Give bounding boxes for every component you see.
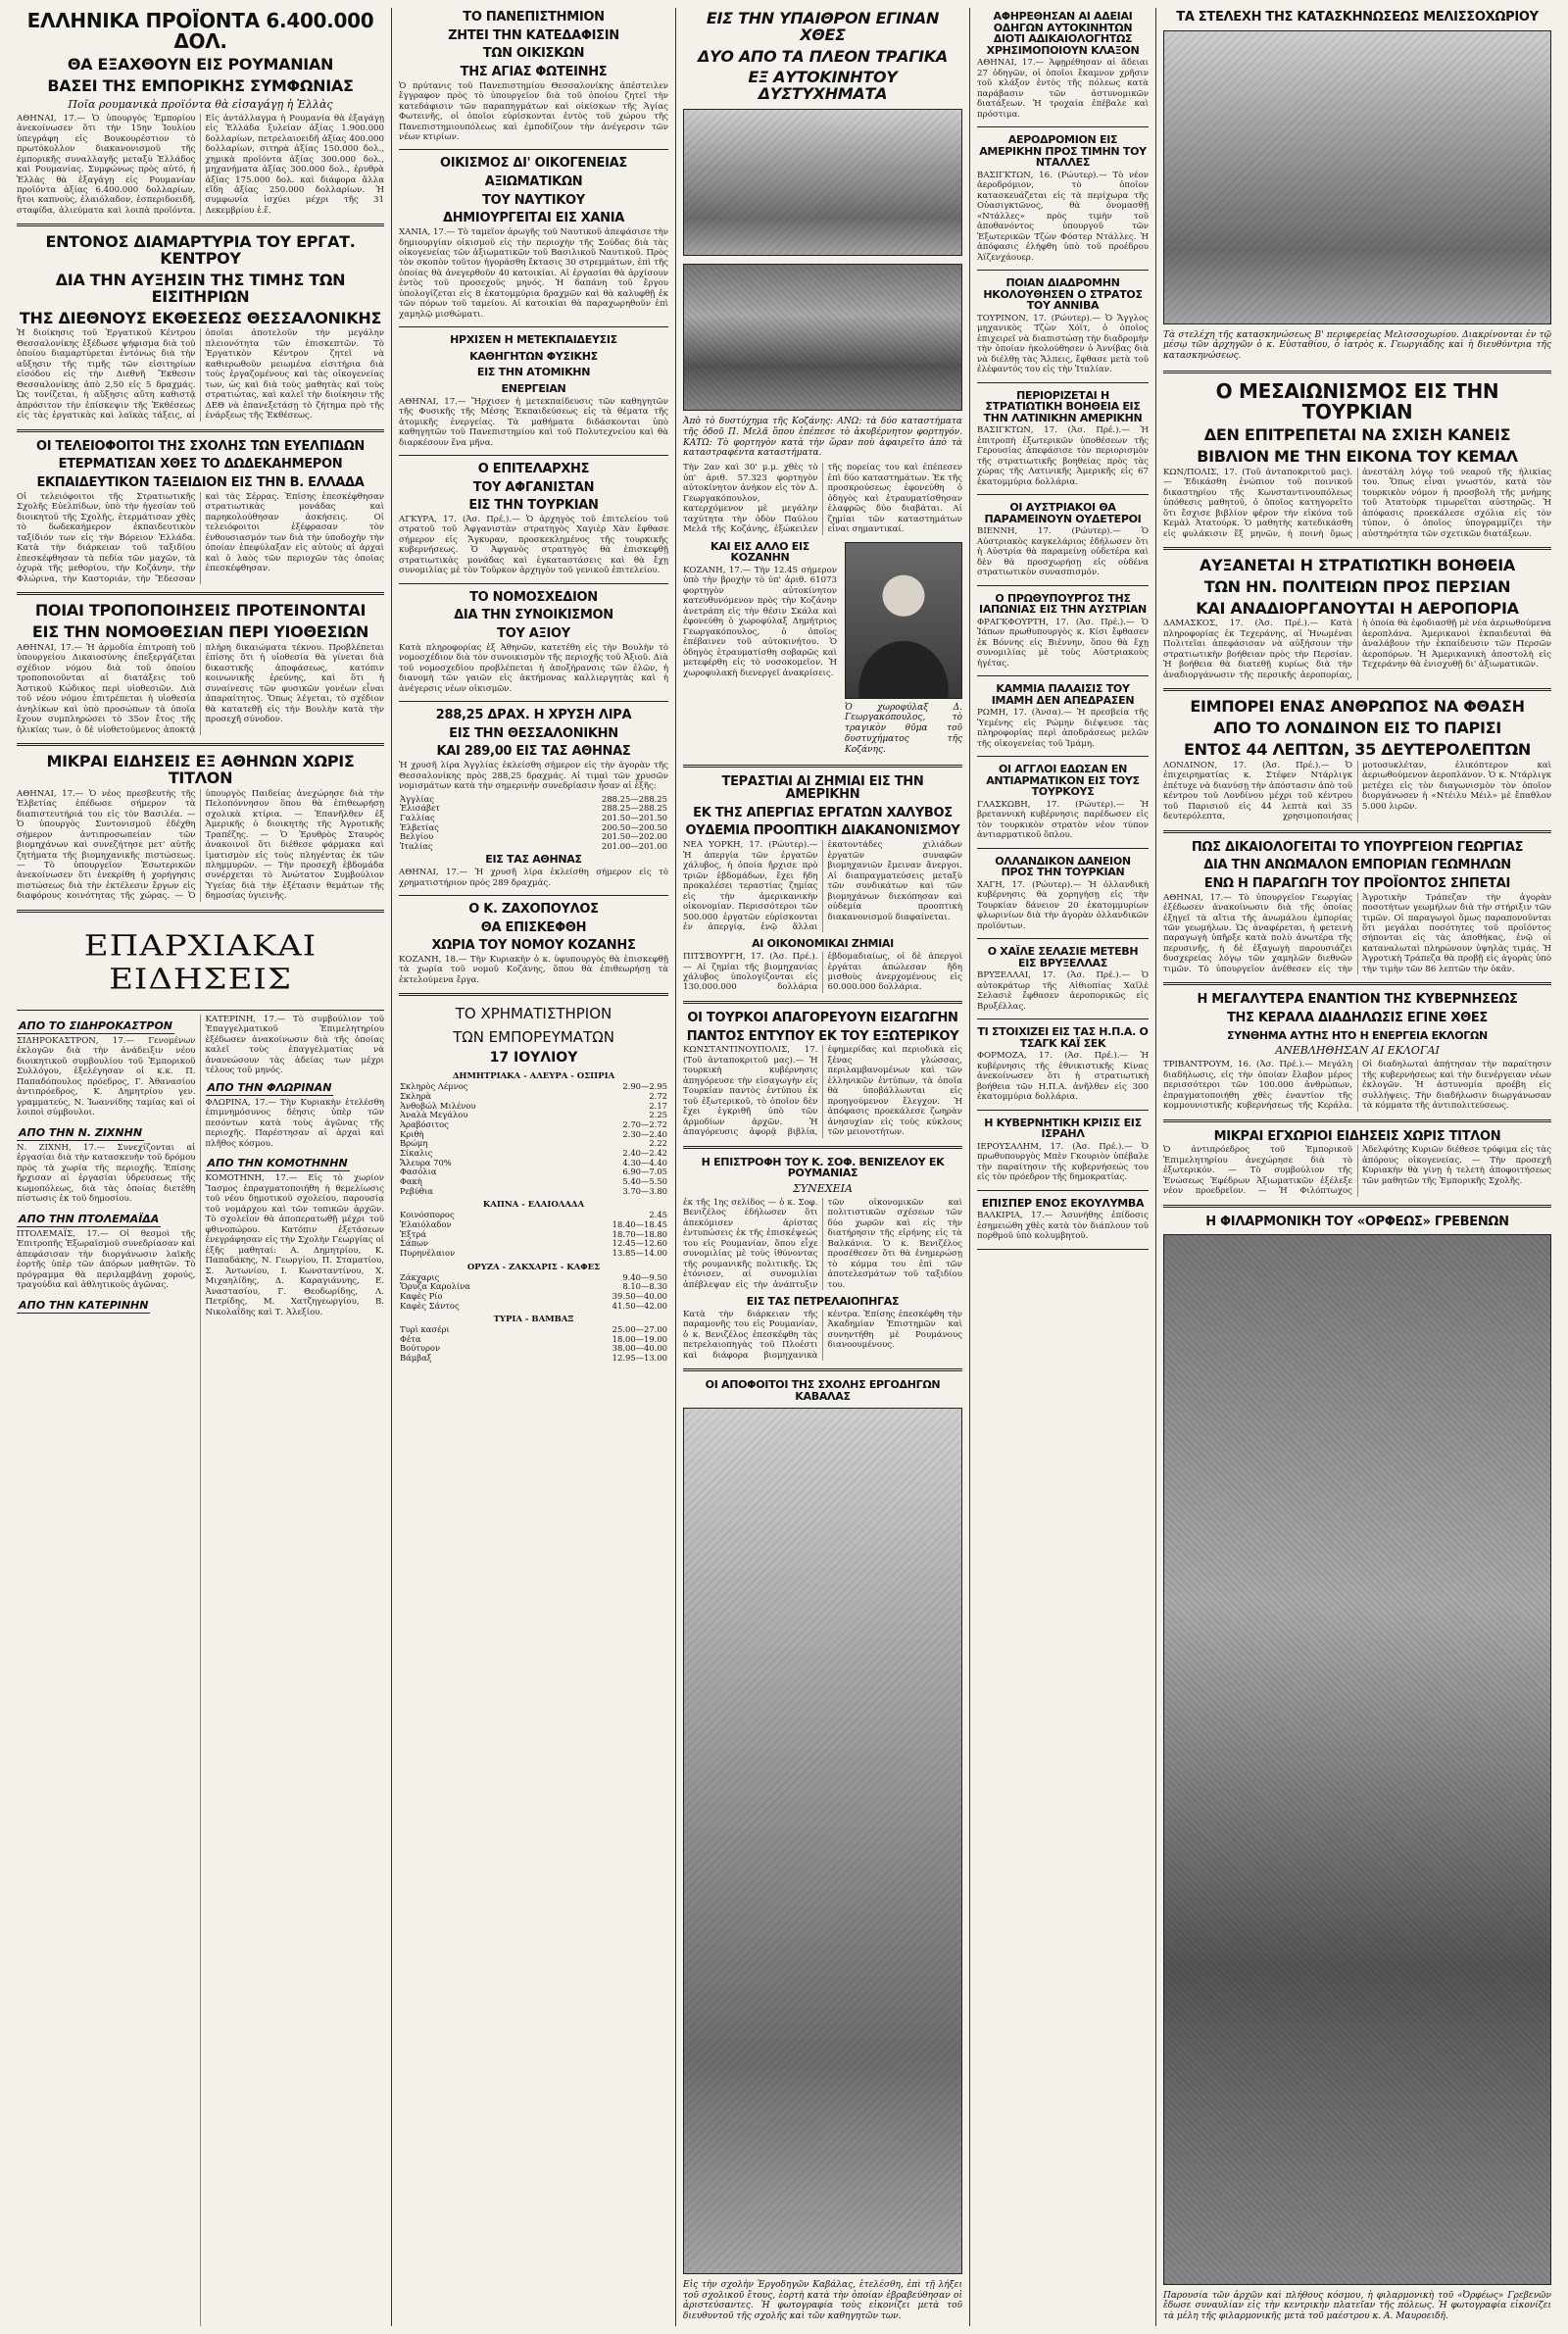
- column-1: [10, 8, 392, 2326]
- divider: [977, 382, 1149, 383]
- commodity-name: Ἄλευρα 70%: [400, 1157, 452, 1167]
- headline-potatoes-3: ΕΝΩ Η ΠΑΡΑΓΩΓΗ ΤΟΥ ΠΡΟΪΟΝΤΟΣ ΣΗΠΕΤΑΙ: [1203, 875, 1511, 891]
- commodity-table: [399, 1211, 668, 1258]
- commodity-price: 6.90—7.05: [622, 1167, 667, 1177]
- provincial-dateline: ΑΠΟ ΤΗΝ Ν. ΖΙΧΝΗΝ: [19, 1125, 143, 1139]
- commodity-name: Σκληρὰ: [400, 1091, 432, 1102]
- headline-protest-1: ΕΝΤΟΝΟΣ ΔΙΑΜΑΡΤΥΡΙΑ ΤΟΥ ΕΡΓΑΤ. ΚΕΝΤΡΟΥ: [45, 232, 356, 269]
- provincial-body: ΚΑΤΕΡΙΝΗ, 17.— Τὸ συμβούλιον τοῦ Ἐπαγγελματικοῦ Ἐπιμελητηρίου ἐξέδωσεν ἀνακοίνωσιν διὰ τῆς ὁποίας καλεῖ τοὺς ἐπαγγελματίας νὰ ἀνανεώσουν τὰς ἀδείας των μέχρι τέλους τοῦ μηνός.: [205, 1014, 384, 1076]
- commodity-price: 2.90—2.95: [622, 1081, 667, 1092]
- commodity-name: Βούτυρον: [400, 1343, 441, 1354]
- coin-name: Ἑλβετίας: [400, 821, 439, 832]
- article-kozani: ΚΟΖΑΝΗ, 17.— Τὴν 12.45 σήμερον ὑπὸ τὴν βροχὴν τὸ ὑπ' ἀριθ. 61073 φορτηγὸν αὐτοκίνητον κατευθυνόμενον πρὸς τὴν Κοζάνην ἀνετράπη εἰς τὴν θέσιν Σκάλα καὶ ἐφονεύθη ὁ χωροφύλαξ Δημήτριος Γεωργακόπουλος, ὁ ὁποῖος ἐπέβαινεν τοῦ αὐτοκινήτου. Ὁ ὁδηγὸς ἐτραυματίσθη σοβαρῶς καὶ μετεφέρθη εἰς τὸ νοσοκομεῖον. Ἡ χωροφυλακὴ διενεργεῖ ἀνακρίσεις.: [683, 565, 837, 678]
- commodity-name: Ἀνθοβώλ Μιλένου: [400, 1100, 476, 1111]
- photo-accident-truck: [683, 264, 962, 411]
- column-4: [970, 8, 1156, 2326]
- divider: [683, 1001, 962, 1004]
- commodity-name: Σκληρὸς Λέμνος: [400, 1081, 468, 1092]
- commodity-name: Ἐξτρά: [400, 1228, 426, 1239]
- commodity-price: 12.95—13.00: [612, 1353, 667, 1364]
- divider: [1163, 1205, 1551, 1208]
- headline-protest-3: ΤΗΣ ΔΙΕΘΝΟΥΣ ΕΚΘΕΣΕΩΣ ΘΕΣΣΑΛΟΝΙΚΗΣ: [19, 308, 382, 327]
- article-venizelos: ἐκ τῆς 1ης σελίδος — ὁ κ. Σοφ. Βενιζέλος ἐδήλωσεν ὅτι ἀπεκόμισεν ἀρίστας ἐντυπώσεις ἐκ τῆς ἐπισκέψεώς του εἰς Ρουμανίαν, ὅπου εἶχε συνομιλίας μὲ τοὺς ἰθύνοντας τῆς ρουμανικῆς πολιτικῆς. Ὡς ἐτόνισεν, αἱ συνομιλίαι ἀπέβλεψαν εἰς τὴν ἀνάπτυξιν τῶν οἰκονομικῶν καὶ πολιτιστικῶν σχέσεων τῶν δύο χωρῶν καὶ εἰς τὴν διατήρησιν τῆς εἰρήνης εἰς τὰ Βαλκάνια. Ὁ κ. Βενιζέλος προσέθεσεν ὅτι θὰ ἐνημερώσῃ τὸ κόμμα του ἐπὶ τῶν ἀποτελεσμάτων τοῦ ταξιδίου του.: [683, 1197, 962, 1290]
- headline-physics-3: ΕΙΣ ΤΗΝ ΑΤΟΜΙΚΗΝ: [476, 366, 591, 379]
- brief-headline: Ο ΠΡΩΘΥΠΟΥΡΓΟΣ ΤΗΣ ΙΑΠΩΝΙΑΣ ΕΙΣ ΤΗΝ ΑΥΣΤΡΙΑΝ: [979, 591, 1147, 617]
- headline-athens-briefs: ΜΙΚΡΑΙ ΕΙΔΗΣΕΙΣ ΕΞ ΑΘΗΝΩΝ ΧΩΡΙΣ ΤΙΤΛΟΝ: [46, 752, 355, 787]
- brief-body: ΡΩΜΗ, 17. (Ἀνσα).— Ἡ πρεσβεία τῆς Ὑεμένης εἰς Ρώμην διέψευσε τὰς πληροφορίας περὶ ἀποδράσεως μελῶν τῆς οἰκογενείας τοῦ Ἰμάμη.: [977, 708, 1149, 749]
- headline-persia-3: ΚΑΙ ΑΝΑΔΙΟΡΓΑΝΟΥΤΑΙ Η ΑΕΡΟΠΟΡΙΑ: [1196, 598, 1519, 618]
- market-title-1: ΤΟ ΧΡΗΜΑΤΙΣΤΗΡΙΟΝ: [455, 1005, 612, 1023]
- table-row: [399, 1249, 668, 1259]
- commodity-table: [399, 1273, 668, 1312]
- commodity-price: 25.00—27.00: [612, 1324, 667, 1335]
- divider: [399, 326, 668, 327]
- column-5: [1156, 8, 1558, 2326]
- headline-accidents-3: ΕΞ ΑΥΤΟΚΙΝΗΤΟΥ ΔΥΣΤΥΧΗΜΑΤΑ: [748, 68, 898, 104]
- commodity-name: Σάπων: [400, 1238, 429, 1249]
- divider: [1163, 547, 1551, 550]
- divider: [399, 701, 668, 702]
- coin-price: 201.50—202.00: [602, 831, 667, 842]
- headline-university-1: ΤΟ ΠΑΝΕΠΙΣΤΗΜΙΟΝ: [463, 10, 605, 25]
- article-athens-briefs: ΑΘΗΝΑΙ, 17.— Ὁ νέος πρεσβευτὴς τῆς Ἑλβετίας ἐπέδωσε σήμερον τὰ διαπιστευτήριά του εἰς τὸν Βασιλέα. — Ὁ ὑπουργὸς Συντονισμοῦ ἐδέχθη σήμερον ἀντιπροσωπείαν τῶν βιομηχάνων καὶ συνεζήτησε μετ' αὐτῆς ζητήματα τῆς βιομηχανικῆς πιστώσεως. — Τὸ ὑπουργεῖον Ἐσωτερικῶν ἀνεκοίνωσεν ὅτι ἐνεκρίθη ἡ χορήγησις πιστώσεως διὰ τὴν ἐκτέλεσιν ἔργων εἰς διαφόρους κοινότητας τῆς χώρας. — Ὁ ὑπουργὸς Παιδείας ἀνεχώρησε διὰ τὴν Πελοπόννησον ὅπου θὰ ἐπιθεωρήσῃ σχολικὰ κτίρια. — Ἐπανῆλθεν ἐξ Ἀμερικῆς ὁ διοικητὴς τῆς Ἀγροτικῆς Τραπέζης. — Ὁ Ἐρυθρὸς Σταυρὸς ἀνακοινοῖ ὅτι διέθεσε φάρμακα καὶ ἰματισμὸν εἰς τοὺς πληγέντας ἐκ τῶν πλημμυρῶν. — Τὴν προσεχῆ ἑβδομάδα συνέρχεται τὸ Ἀνώτατον Συμβούλιον Ὑγείας διὰ τὴν ἐξέτασιν θεμάτων τῆς δημοσίας ὑγιεινῆς.: [17, 788, 384, 902]
- divider: [977, 1190, 1149, 1191]
- headline-kemal-1: Ο ΜΕΣΑΙΩΝΙΣΜΟΣ ΕΙΣ ΤΗΝ ΤΟΥΡΚΙΑΝ: [1215, 379, 1499, 424]
- brief-headline: ΕΠΙΣΠΕΡ ΕΝΟΣ ΕΚΟΥΛΥΜΒΑ: [981, 1196, 1145, 1210]
- divider: [683, 765, 962, 768]
- brief-headline: ΑΕΡΟΔΡΟΜΙΟΝ ΕΙΣ ΑΜΕΡΙΚΗΝ ΠΡΟΣ ΤΙΜΗΝ ΤΟΥ ΝΤΑΛΛΕΣ: [979, 133, 1147, 170]
- divider: [977, 494, 1149, 495]
- headline-navy-4: ΔΗΜΙΟΥΡΓΕΙΤΑΙ ΕΙΣ ΧΑΝΙΑ: [442, 211, 625, 226]
- article-zachopoulos: ΚΟΖΑΝΗ, 18.— Τὴν Κυριακὴν ὁ κ. ὑφυπουργὸς θὰ ἐπισκεφθῇ τὰ χωρία τοῦ νομοῦ Κοζάνης, ὅπου θὰ ἐπιθεωρήσῃ τὰ ἐκτελούμενα ἔργα.: [399, 954, 668, 985]
- brief-body: ΙΕΡΟΥΣΑΛΗΜ, 17. (Ἀσ. Πρέ.).— Ὁ πρωθυπουργὸς Μπὲν Γκουριὸν ὑπέβαλε τὴν παραίτησιν τῆς κυβερνήσεώς του εἰς τὸν πρόεδρον τῆς δημοκρατίας.: [977, 1141, 1149, 1183]
- commodity-price: 2.70—2.72: [622, 1119, 667, 1129]
- headline-navy-3: ΤΟΥ ΝΑΥΤΙΚΟΥ: [482, 192, 585, 208]
- headline-physics-2: ΚΑΘΗΓΗΤΩΝ ΦΥΣΙΚΗΣ: [469, 349, 598, 363]
- accident-portrait-block: [683, 538, 962, 760]
- article-adoption: ΑΘΗΝΑΙ, 17.— Ἡ ἁρμοδία ἐπιτροπὴ τοῦ ὑπουργείου Δικαιοσύνης ἐπεξεργάζεται σχέδιον νόμου διὰ τοῦ ὁποίου τροποποιοῦνται αἱ διατάξεις τοῦ Ἀστικοῦ Κώδικος περὶ υἱοθεσιῶν. Διὰ τοῦ νέου νόμου ἐπιτρέπεται ἡ υἱοθεσία ἀνηλίκων καὶ ὑπὸ προσώπων τὰ ὁποῖα ἔχουν συμπληρώσει τὸ 35ον ἔτος τῆς ἡλικίας των, ὁ δὲ υἱοθετούμενος ἀποκτᾷ πλήρη δικαιώματα τέκνου. Προβλέπεται ἐπίσης ὅτι ἡ υἱοθεσία θὰ γίνεται διὰ δικαστικῆς ἀποφάσεως, κατόπιν κοινωνικῆς ἐρεύνης, καὶ ὅτι ἡ συναίνεσις τῶν φυσικῶν γονέων εἶναι ἀπαραίτητος. Ὅπως λέγεται, τὸ σχέδιον θὰ κατατεθῇ εἰς τὴν Βουλὴν κατὰ τὴν προσεχῆ σύνοδον.: [17, 642, 384, 735]
- headline-adoption-1: ΠΟΙΑΙ ΤΡΟΠΟΠΟΙΗΣΕΙΣ ΠΡΟΤΕΙΝΟΝΤΑΙ: [34, 601, 367, 621]
- headline-afghan-1: Ο ΕΠΙΤΕΛΑΡΧΗΣ: [477, 462, 590, 476]
- headline-university-4: ΤΗΣ ΑΓΙΑΣ ΦΩΤΕΙΝΗΣ: [460, 64, 608, 79]
- divider: [17, 592, 384, 595]
- commodity-name: Ἀναλὰ Μεγάλου: [400, 1110, 468, 1120]
- divider: [399, 149, 668, 150]
- article-kerala: ΤΡΙΒΑΝΤΡΟΥΜ, 16. (Ἀσ. Πρέ.).— Μεγάλη διαδήλωσις, εἰς τὴν ὁποίαν ἔλαβον μέρος περισσότεροι τῶν 100.000 ἀνθρώπων, ἐπραγματοποιήθη χθὲς ἐναντίον τῆς κομμουνιστικῆς κυβερνήσεως τῆς Κεράλα. Οἱ διαδηλωταὶ ἀπῄτησαν τὴν παραίτησιν τῆς κυβερνήσεως καὶ τὴν διενέργειαν νέων ἐκλογῶν. Ἡ ἀστυνομία προέβη εἰς συλλήψεις. Τὴν διαδήλωσιν διωργάνωσαν τὰ κόμματα τῆς ἀντιπολιτεύσεως.: [1163, 1060, 1551, 1112]
- table-row: [399, 1302, 668, 1312]
- coin-price: 288.25—288.25: [602, 803, 667, 814]
- headline-potatoes-2: ΔΙΑ ΤΗΝ ΑΝΩΜΑΛΟΝ ΕΜΠΟΡΙΑΝ ΓΕΩΜΗΛΩΝ: [1203, 858, 1511, 873]
- photo-orfeus-band: [1163, 1234, 1551, 2284]
- provincial-dateline: ΑΠΟ ΤΗΝ ΦΛΩΡΙΝΑΝ: [207, 1080, 332, 1094]
- divider: [977, 675, 1149, 676]
- commodity-table: [399, 1325, 668, 1364]
- photo-accident-shops: [683, 109, 962, 256]
- divider: [399, 455, 668, 456]
- article-axios: Κατὰ πληροφορίας ἐξ Ἀθηνῶν, κατετέθη εἰς τὴν Βουλὴν τὸ νομοσχέδιον διὰ τὸν συνοικισμὸν τῆς περιοχῆς τοῦ Ἀξιοῦ. Διὰ τοῦ νομοσχεδίου προβλέπεται ἡ ἀποξήρανσις τῶν ἑλῶν, ἡ διανομὴ τῶν γαιῶν εἰς ἀκτήμονας καλλιεργητὰς καὶ ἡ ἀνέγερσις νέων οἰκισμῶν.: [399, 642, 668, 694]
- commodity-name: Ὄρυζα Καρολίνα: [400, 1281, 470, 1292]
- divider: [1163, 1119, 1551, 1122]
- provincial-body: ΚΟΜΟΤΗΝΗ, 17.— Εἰς τὸ χωρίον Ἴασμος ἐπραγματοποιήθη ἡ θεμελίωσις τοῦ νέου δημοτικοῦ σχολείου, παρουσίᾳ τοῦ νομάρχου καὶ τῶν τοπικῶν ἀρχῶν. Τὸ σχολεῖον θὰ ἀποπερατωθῇ μέχρι τοῦ φθινοπώρου. Κατόπιν ἐξετάσεων ἐνεγράφησαν εἰς τὴν Σχολὴν Γεωργίας οἱ ἑξῆς μαθηταί: Α. Δημητρίου, Κ. Παπαδάκης, Ν. Γεωργίου, Π. Σταματίου, Σ. Ἀντωνίου, Ι. Κωνσταντίνου, Χ. Μιχαηλίδης, Δ. Καραγιάννης, Ε. Ἀναστασίου, Γ. Θεοδωρίδης, Λ. Πετρίδης, Μ. Χατζηγεωργίου, Β. Νικολαΐδης καὶ Τ. Ἀλεξίου.: [205, 1173, 384, 1317]
- headline-romania-2: ΘΑ ΕΞΑΧΘΟΥΝ ΕΙΣ ΡΟΥΜΑΝΙΑΝ: [67, 55, 334, 74]
- table-row: [399, 1130, 668, 1140]
- provincial-item: [17, 1121, 196, 1205]
- headline-navy-1: ΟΙΚΙΣΜΟΣ ΔΙ' ΟΙΚΟΓΕΝΕΙΑΣ: [440, 156, 627, 172]
- article-potatoes: ΑΘΗΝΑΙ, 17.— Τὸ ὑπουργεῖον Γεωργίας ἐξέδωσεν ἀνακοίνωσιν διὰ τῆς ὁποίας ἐξηγεῖ τὰ αἴτια τῆς ἀνωμάλου ἐμπορίας τῶν γεωμήλων. Ὡς ἀναφέρεται, ἡ φετεινὴ παραγωγὴ ὑπῆρξε κατὰ πολὺ ἀνωτέρα τῆς περυσινῆς, ἡ δὲ ἐξαγωγὴ παρουσιάζει δυσχερείας λόγῳ τῶν χαμηλῶν διεθνῶν τιμῶν. Τὸ ὑπουργεῖον ἀνέθεσεν εἰς τὴν Ἀγροτικὴν Τράπεζαν τὴν ἀγορὰν ποσοτήτων γεωμήλων διὰ τὴν στήριξιν τῶν τιμῶν. Οἱ παραγωγοὶ ὅμως παραπονοῦνται ὅτι μεγάλαι ποσότητες τοῦ προϊόντος σήπονται εἰς τὰς ἀποθήκας, ἐνῷ οἱ καταναλωταὶ πληρώνουν ὑψηλὰς τιμάς. Ἡ Ἀγροτικὴ Τράπεζα θὰ προβῇ εἰς ἀγορὰς ὑπὸ τὴν τιμὴν τῶν 86 λεπτῶν τὴν ὀκᾶν.: [1163, 892, 1551, 974]
- headline-adoption-2: ΕΙΣ ΤΗΝ ΝΟΜΟΘΕΣΙΑΝ ΠΕΡΙ ΥΙΟΘΕΣΙΩΝ: [31, 621, 369, 641]
- divider: [683, 1146, 962, 1149]
- divider: [977, 848, 1149, 849]
- commodity-name: Καφὲς Σάντος: [400, 1300, 460, 1311]
- headline-accidents-2: ΔΥΟ ΑΠΟ ΤΑ ΠΛΕΟΝ ΤΡΑΓΙΚΑ: [698, 46, 948, 66]
- commodity-name: Φακὴ: [400, 1175, 422, 1186]
- brief-body: ΦΡΑΓΚΦΟΥΡΤΗ, 17. (Ἀσ. Πρέ.).— Ὁ Ἰάπων πρωθυπουργὸς κ. Κίσι ἔφθασεν ἐκ Βόννης εἰς Βιέννην, ὅπου θὰ ἔχῃ συνομιλίας μὲ τοὺς Αὐστριακοὺς ἡγέτας.: [977, 617, 1149, 669]
- headline-kemal-3: ΒΙΒΛΙΟΝ ΜΕ ΤΗΝ ΕΙΚΟΝΑ ΤΟΥ ΚΕΜΑΛ: [1197, 446, 1518, 466]
- brief-body: ΒΙΕΝΝΗ, 17. (Ρώυτερ).— Ὁ Αὐστριακὸς καγκελάριος ἐδήλωσεν ὅτι ἡ Αὐστρία θὰ παραμείνῃ οὐδετέρα καὶ δὲν θὰ προσχωρήσῃ εἰς οὐδένα στρατιωτικὸν συνασπισμόν.: [977, 526, 1149, 578]
- divider: [683, 1368, 962, 1371]
- divider: [399, 583, 668, 584]
- commodity-table: [399, 1082, 668, 1196]
- photo-kavala-graduates: [683, 1408, 962, 2274]
- provincial-item: [206, 1152, 385, 1317]
- headline-axios-2: ΔΙΑ ΤΗΝ ΣΥΝΟΙΚΙΣΜΟΝ: [454, 608, 613, 623]
- headline-kerala-2: ΤΗΣ ΚΕΡΑΛΑ ΔΙΑΔΗΛΩΣΙΣ ΕΓΙΝΕ ΧΘΕΣ: [1226, 1011, 1488, 1026]
- portrait-block: [845, 538, 962, 760]
- article-gold: Ἡ χρυσῆ λίρα Ἀγγλίας ἐκλείσθη σήμερον εἰς τὴν ἀγορὰν τῆς Θεσσαλονίκης πρὸς 288,25 δραχμάς. Αἱ τιμαὶ τῶν χρυσῶν νομισμάτων κατὰ τὴν σημερινὴν συνεδρίασιν ἦσαν αἱ ἑξῆς:: [399, 761, 668, 792]
- headline-kerala-1: Η ΜΕΓΑΛΥΤΕΡΑ ΕΝΑΝΤΙΟΝ ΤΗΣ ΚΥΒΕΡΝΗΣΕΩΣ: [1197, 992, 1518, 1008]
- divider: [977, 1249, 1149, 1250]
- headline-turkey-print-2: ΠΑΝΤΟΣ ΕΝΤΥΠΟΥ ΕΚ ΤΟΥ ΕΞΩΤΕΡΙΚΟΥ: [686, 1028, 959, 1044]
- commodity-name: Ἐλαιόλαδον: [400, 1218, 452, 1229]
- headline-cadets-1: ΟΙ ΤΕΛΕΙΟΦΟΙΤΟΙ ΤΗΣ ΣΧΟΛΗΣ ΤΩΝ ΕΥΕΛΠΙΔΩΝ: [36, 438, 365, 454]
- headline-romania-1: ΕΛΛΗΝΙΚΑ ΠΡΟΪΟΝΤΑ 6.400.000 ΔΟΛ.: [26, 9, 374, 53]
- brief-headline: ΚΑΜΜΙΑ ΠΑΛΑΙΣΙΣ ΤΟΥ ΙΜΑΜΗ ΔΕΝ ΑΠΕΔΡΑΣΕΝ: [991, 682, 1135, 707]
- article-london: ΛΟΝΔΙΝΟΝ, 17. (Ἀσ. Πρέ.).— Ὁ ἐπιχειρηματίας κ. Στέφεν Ντάρλιγκ ἐπέτυχε νὰ διανύσῃ τὴν ἀπόστασιν ἀπὸ τοῦ κέντρου τοῦ Λονδίνου μέχρι τοῦ κέντρου τοῦ Παρισιοῦ εἰς 44 λεπτὰ καὶ 35 δευτερόλεπτα, χρησιμοποιήσας μοτοσυκλέταν, ἑλικόπτερον καὶ ἀεριωθούμενον ἀεροπλάνον. Ὁ κ. Ντάρλιγκ μετέχει εἰς τὸν διαγωνισμὸν τὸν ὁποῖον διοργάνωσεν ἡ «Ντέιλυ Μέιλ» μὲ ἔπαθλον 5.000 λιρῶν.: [1163, 760, 1551, 822]
- divider: [977, 756, 1149, 757]
- commodity-name: Βάμβαξ: [400, 1353, 432, 1364]
- divider: [977, 585, 1149, 586]
- divider: [977, 270, 1149, 271]
- caption-orfeus: Παρουσία τῶν ἀρχῶν καὶ πλήθους κόσμου, ἡ φιλαρμονικὴ τοῦ «Ὀρφέως» Γρεβενῶν ἔδωσε συναυλίαν εἰς τὴν κεντρικὴν πλατεῖαν τῆς πόλεως. Ἡ φωτογραφία εἰκονίζει τὰ μέλη τῆς φιλαρμονικῆς μετὰ τοῦ μαέστρου κ. Α. Μαυροειδῆ.: [1163, 2290, 1551, 2322]
- headline-persia-1: ΑΥΞΑΝΕΤΑΙ Η ΣΤΡΑΤΙΩΤΙΚΗ ΒΟΗΘΕΙΑ: [1200, 556, 1515, 575]
- coin-price: 200.50—200.50: [602, 821, 667, 832]
- commodity-price: 2.72: [649, 1091, 667, 1102]
- headline-gold-2: ΕΙΣ ΤΗΝ ΘΕΣΣΑΛΟΝΙΚΗΝ: [449, 725, 618, 741]
- headline-university-2: ΖΗΤΕΙ ΤΗΝ ΚΑΤΕΔΑΦΙΣΙΝ: [448, 27, 619, 43]
- commodity-price: 3.70—3.80: [622, 1185, 667, 1196]
- provincial-body: Ν. ΖΙΧΝΗ, 17.— Συνεχίζονται αἱ ἐργασίαι διὰ τὴν κατασκευὴν τοῦ δρόμου πρὸς τὰ χωρία τῆς περιοχῆς. Ἐπίσης ἤρχισαν αἱ ἐργασίαι ὑδρεύσεως τῆς κωμοπόλεως, διὰ τὰς ὁποίας διετέθη πίστωσις ἐκ τοῦ δημοσίου.: [17, 1142, 196, 1205]
- brief-body: ΤΟΥΡΙΝΟΝ, 17. (Ρώυτερ).— Ὁ Ἄγγλος μηχανικὸς Τζὼν Χόϊτ, ὁ ὁποῖος ἐπιχειρεῖ νὰ διαπιστώσῃ τὴν διαδρομὴν τὴν ὁποίαν ἠκολούθησεν ὁ Ἀννίβας διὰ νὰ διέλθῃ τὰς Ἄλπεις, ἔφθασε μετὰ τοῦ ἐλέφαντός του εἰς τὴν Ἰταλίαν.: [977, 313, 1149, 375]
- headline-zachopoulos-3: ΧΩΡΙΑ ΤΟΥ ΝΟΜΟΥ ΚΟΖΑΝΗΣ: [431, 938, 636, 954]
- article-steel-2: ΠΙΤΣΒΟΥΡΓΗ, 17. (Ἀσ. Πρέ.).— Αἱ ζημίαι τῆς βιομηχανίας χάλυβος ὑπολογίζονται εἰς 130.000.000 δολλάρια ἑβδομαδιαίως, οἱ δὲ ἀπεργοὶ ἐργάται ἀπώλεσαν ἤδη μισθοὺς ἀνερχομένους εἰς 60.000.000 δολλάρια.: [683, 952, 962, 993]
- photo-camp-staff: [1163, 30, 1551, 324]
- headline-gold-3: ΚΑΙ 289,00 ΕΙΣ ΤΑΣ ΑΘΗΝΑΣ: [436, 744, 631, 760]
- section-title-provincial: ΕΠΑΡΧΙΑΚΑΙ ΕΙΔΗΣΕΙΣ: [83, 928, 318, 996]
- headline-accidents-1: ΕΙΣ ΤΗΝ ΥΠΑΙΘΡΟΝ ΕΓΙΝΑΝ ΧΘΕΣ: [706, 9, 940, 44]
- headline-romania-3: ΒΑΣΕΙ ΤΗΣ ΕΜΠΟΡΙΚΗΣ ΣΥΜΦΩΝΙΑΣ: [47, 75, 354, 95]
- headline-protest-2: ΔΙΑ ΤΗΝ ΑΥΞΗΣΙΝ ΤΗΣ ΤΙΜΗΣ ΤΩΝ ΕΙΣΙΤΗΡΙΩΝ: [55, 271, 346, 306]
- headline-venizelos: Η ΕΠΙΣΤΡΟΦΗ ΤΟΥ Κ. ΣΟΦ. ΒΕΝΙΖΕΛΟΥ ΕΚ ΡΟΥΜΑΝΙΑΣ: [701, 1155, 945, 1180]
- accident-secondary: [683, 538, 837, 760]
- brief-headline: ΟΙ ΑΥΣΤΡΙΑΚΟΙ ΘΑ ΠΑΡΑΜΕΙΝΟΥΝ ΟΥΔΕΤΕΡΟΙ: [984, 501, 1142, 525]
- article-protest: Ἡ διοίκησις τοῦ Ἐργατικοῦ Κέντρου Θεσσαλονίκης ἐξέδωσε ψήφισμα διὰ τοῦ ὁποίου διαμαρτύρεται ἐντόνως διὰ τὴν αὔξησιν τῆς τιμῆς τῶν εἰσιτηρίων εἰσόδου εἰς τὴν Διεθνῆ Ἔκθεσιν Θεσσαλονίκης ἀπὸ 2,50 εἰς 5 δραχμάς. Ὡς τονίζεται, ἡ αὔξησις αὕτη καθιστᾷ ἀπρόσιτον τὴν ἐπίσκεψιν τῆς Ἐκθέσεως εἰς τὰς ἐργατικὰς καὶ λαϊκὰς τάξεις, αἱ ὁποῖαι ἀποτελοῦν τὴν μεγάλην πλειονότητα τῶν ἐπισκεπτῶν. Τὸ Ἐργατικὸν Κέντρον ζητεῖ νὰ καθιερωθοῦν μειωμένα εἰσιτήρια διὰ τοὺς ἐργαζομένους καὶ τὰς οἰκογενείας των, ὡς καὶ διὰ τοὺς μαθητὰς καὶ τοὺς στρατιώτας, καὶ καλεῖ τὴν διοίκησιν τῆς ΔΕΘ νὰ ἐπανεξετάσῃ τὸ ζήτημα πρὸ τῆς ἐνάρξεως τῆς Ἐκθέσεως.: [17, 328, 384, 422]
- coin-name: Ἰταλίας: [400, 840, 433, 851]
- caption-camp: Τὰ στελέχη τῆς κατασκηνώσεως Β' περιφερείας Μελισσοχωρίου. Διακρίνονται ἐν τῷ μέσῳ τῶν ἀρχηγῶν ὁ κ. Εὐσταθίου, ὁ ἰατρὸς κ. Γεωργιάδης καὶ ἡ διευθύντρια τῆς κατασκηνώσεως.: [1163, 329, 1551, 362]
- subhead-venizelos: ΣΥΝΕΧΕΙΑ: [793, 1181, 853, 1195]
- commodity-name: Φασόλια: [400, 1167, 437, 1177]
- provincial-item: [17, 1208, 196, 1291]
- caption-accident: Ἀπὸ τὸ δυστύχημα τῆς Κοζάνης: ΑΝΩ: τὰ δύο καταστήματα τῆς ὁδοῦ Π. Μελᾶ ὅπου ἐπέπεσε τὸ ἀκυβέρνητον φορτηγόν. ΚΑΤΩ: Τὸ φορτηγὸν κατὰ τὴν ὥραν ποὺ ἀφαιρεῖτο ἀπὸ τὰ καταστραφέντα καταστήματα.: [683, 416, 962, 459]
- divider: [977, 1110, 1149, 1111]
- commodity-name: Ζάκχαρις: [400, 1271, 440, 1282]
- divider: [17, 1010, 384, 1011]
- commodity-name: Κριθὴ: [400, 1128, 424, 1139]
- table-row: [399, 1082, 668, 1092]
- commodity-price: 2.45: [649, 1210, 667, 1220]
- headline-kavala: ΟΙ ΑΠΟΦΟΙΤΟΙ ΤΗΣ ΣΧΟΛΗΣ ΕΡΓΟΔΗΓΩΝ ΚΑΒΑΛΑΣ: [705, 1378, 941, 1403]
- headline-steel-3: ΟΥΔΕΜΙΑ ΠΡΟΟΠΤΙΚΗ ΔΙΑΚΑΝΟΝΙΣΜΟΥ: [685, 823, 960, 839]
- divider: [977, 126, 1149, 127]
- commodity-price: 18.40—18.45: [612, 1218, 667, 1229]
- commodity-name: Σίκαλις: [400, 1147, 433, 1158]
- headline-gold-1: 288,25 ΔΡΑΧ. Η ΧΡΥΣΗ ΛΙΡΑ: [435, 708, 632, 723]
- headline-orfeus: Η ΦΙΛΑΡΜΟΝΙΚΗ ΤΟΥ «ΟΡΦΕΩΣ» ΓΡΕΒΕΝΩΝ: [1205, 1214, 1509, 1229]
- commodity-price: 2.22: [649, 1138, 667, 1149]
- market-title-2: ΤΩΝ ΕΜΠΟΡΕΥΜΑΤΩΝ: [453, 1028, 614, 1047]
- article-kemal: ΚΩΝ/ΠΟΛΙΣ, 17. (Τοῦ ἀνταποκριτοῦ μας).— Ἐδικάσθη ἐνώπιον τοῦ ποινικοῦ δικαστηρίου τῆς Κωνσταντινουπόλεως ὑπόθεσις μαθητοῦ, ὁ ὁποῖος κατηγορεῖτο ὅτι ἔσχισε βιβλίον φέρον τὴν εἰκόνα τοῦ Κεμὰλ Ἀτατούρκ. Ὁ μαθητὴς κατεδικάσθη εἰς φυλάκισιν ἕξ μηνῶν, ἡ ποινὴ ὅμως ἀνεστάλη λόγῳ τοῦ νεαροῦ τῆς ἡλικίας του. Ὅπως εἶναι γνωστόν, κατὰ τὸν τουρκικὸν νόμον ἡ προσβολὴ τῆς μνήμης τοῦ Ἀτατοὺρκ τιμωρεῖται αὐστηρῶς. Ἡ ἀπόφασις προεκάλεσε σχόλια εἰς τὸν τύπον, ὁ ὁποῖος ὑπογραμμίζει τὴν αὐστηρότητα τῶν σχετικῶν διατάξεων.: [1163, 467, 1551, 539]
- headline-local-briefs: ΜΙΚΡΑΙ ΕΓΧΩΡΙΟΙ ΕΙΔΗΣΕΙΣ ΧΩΡΙΣ ΤΙΤΛΟΝ: [1213, 1128, 1501, 1144]
- commodity-price: 39.50—40.00: [612, 1290, 667, 1301]
- divider: [977, 938, 1149, 939]
- provincial-body: ΣΙΔΗΡΟΚΑΣΤΡΟΝ, 17.— Γενομένων ἐκλογῶν διὰ τὴν ἀνάδειξιν νέου διοικητικοῦ συμβουλίου τοῦ Ἐμπορικοῦ Συλλόγου, ἐξελέγησαν οἱ κ.κ. Π. Παπαδόπουλος πρόεδρος, Γ. Ἀθανασίου ἀντιπρόεδρος, Κ. Δημητρίου γεν. γραμματεύς, Ν. Ἰωαννίδης ταμίας καὶ οἱ λοιποὶ σύμβουλοι.: [17, 1035, 196, 1118]
- article-navy: ΧΑΝΙΑ, 17.— Τὸ ταμεῖον ἀρωγῆς τοῦ Ναυτικοῦ ἀπεφάσισε τὴν δημιουργίαν οἰκισμοῦ εἰς τὴν περιοχὴν τῆς Σούδας διὰ τὰς οἰκογενείας τῶν ἀξιωματικῶν τοῦ Βασιλικοῦ Ναυτικοῦ. Πρὸς τὸν σκοπὸν τοῦτον ἠγοράσθη ἔκτασις 30 στρεμμάτων, ἐπὶ τῆς ὁποίας θὰ ἀνεγερθοῦν 40 κατοικίαι. Αἱ ἐργασίαι θὰ ἀρχίσουν ἐντὸς τοῦ προσεχοῦς μηνός. Ἡ δαπάνη τοῦ ἔργου ὑπολογίζεται εἰς 8 ἑκατομμύρια δραχμῶν καὶ θὰ καλυφθῇ ἐκ τῶν πόρων τοῦ ταμείου. Αἱ κατοικίαι θὰ παραχωρηθοῦν ἐπὶ χαμηλῷ μισθώματι.: [399, 227, 668, 320]
- commodity-price: 12.45—12.60: [612, 1238, 667, 1249]
- commodity-name: Καφὲς Ρίο: [400, 1290, 443, 1301]
- article-romania: ΑΘΗΝΑΙ, 17.— Ὁ ὑπουργὸς Ἐμπορίου ἀνεκοίνωσεν ὅτι τὴν 15ην Ἰουλίου ὑπεγράφη εἰς Βουκουρέστιον τὸ πρωτόκολλον διακανονισμοῦ τῆς ἐμπορικῆς συναλλαγῆς μεταξὺ Ἑλλάδος καὶ Ρουμανίας. Συμφώνως πρὸς αὐτό, ἡ Ἑλλὰς θὰ ἐξαγάγῃ εἰς Ρουμανίαν προϊόντα ἀξίας 6.400.000 δολλαρίων, ἤτοι καπνοὺς, ἐλαιόλαδον, ἐσπεριδοειδῆ, σταφίδα, ἀλιεύματα καὶ λοιπὰ προϊόντα. Εἰς ἀντάλλαγμα ἡ Ρουμανία θὰ ἐξαγάγῃ εἰς Ἑλλάδα ξυλείαν ἀξίας 1.900.000 δολλαρίων, πετρελαιοειδῆ ἀξίας 400.000 δολλαρίων, σιτηρὰ ἀξίας 150.000 δολ., χημικὰ προϊόντα ἀξίας 300.000 δολ., μηχανήματα ἀξίας 300.000 δολ., ἐρυθρὰ ἀξίας 175.000 δολ. καὶ διάφορα ἄλλα εἴδη ἀξίας 250.000 δολλαρίων. Ἡ συμφωνία ἰσχύει μέχρι τῆς 31 Δεκεμβρίου ἐ.ἔ.: [17, 113, 384, 216]
- headline-afghan-3: ΕΙΣ ΤΗΝ ΤΟΥΡΚΙΑΝ: [468, 498, 599, 514]
- commodity-name: Κοινόσπορος: [400, 1210, 455, 1220]
- headline-kerala-3: ΣΥΝΘΗΜΑ ΑΥΤΗΣ ΗΤΟ Η ΕΝΕΡΓΕΙΑ ΕΚΛΟΓΩΝ: [1227, 1028, 1488, 1042]
- provincial-item: [17, 1015, 196, 1118]
- coin-name: Γαλλίας: [400, 812, 435, 822]
- article-local-briefs: Ὁ ἀντιπρόεδρος τοῦ Ἐμπορικοῦ Ἐπιμελητηρίου ἀνεχώρησε διὰ τὸ ἐξωτερικόν. — Τὸ συμβούλιον τῆς Ἑνώσεως Ἐφέδρων Ἀξιωματικῶν ἐξέλεξε νέον προεδρεῖον. — Ἡ Φιλόπτωχος Ἀδελφότης Κυριῶν διέθεσε τρόφιμα εἰς τὰς ἀπόρους οἰκογενείας. — Τὴν προσεχῆ Κυριακὴν θὰ γίνῃ ἡ τελετὴ ἀποφοιτήσεως τῶν μαθητῶν τῆς Ἐμπορικῆς Σχολῆς.: [1163, 1145, 1551, 1197]
- brief-headline: Ο ΧΑΪΛΕ ΣΕΛΑΣΙΕ ΜΕΤΕΒΗ ΕΙΣ ΒΡΥΞΕΛΛΑΣ: [987, 945, 1139, 969]
- headline-steel-2: ΕΚ ΤΗΣ ΑΠΕΡΓΙΑΣ ΕΡΓΑΤΩΝ ΧΑΛΥΒΟΣ: [693, 805, 953, 820]
- commodity-name: Πυρηνέλαιον: [400, 1247, 456, 1258]
- commodity-price: 5.40—5.50: [622, 1175, 667, 1186]
- divider: [17, 429, 384, 432]
- provincial-body: ΦΛΩΡΙΝΑ, 17.— Τὴν Κυριακὴν ἐτελέσθη ἐπιμνημόσυνος δέησις ὑπὲρ τῶν πεσόντων κατὰ τοὺς ἀγῶνας τῆς περιοχῆς. Παρέστησαν αἱ ἀρχαὶ καὶ πλῆθος κόσμου.: [205, 1097, 384, 1149]
- brief-headline: ΠΕΡΙΟΡΙΖΕΤΑΙ Η ΣΤΡΑΤΙΩΤΙΚΗ ΒΟΗΘΕΙΑ ΕΙΣ ΤΗΝ ΛΑΤΙΝΙΚΗΝ ΑΜΕΡΙΚΗΝ: [983, 388, 1143, 424]
- gold-price-table: [399, 795, 668, 852]
- commodity-price: 41.50—42.00: [612, 1300, 667, 1311]
- caption-kavala: Εἰς τὴν σχολὴν Ἐργοδηγῶν Καβάλας, ἐτελέσθη, ἐπὶ τῇ λήξει τοῦ σχολικοῦ ἔτους, ἑορτὴ κατὰ τὴν ὁποίαν ἐβραβεύθησαν οἱ ἀριστεύσαντες. Ἡ φωτογραφία τοὺς εἰκονίζει μετὰ τοῦ διευθυντοῦ τῆς σχολῆς καὶ τῶν καθηγητῶν των.: [683, 2279, 962, 2322]
- headline-zachopoulos-1: Ο Κ. ΖΑΧΟΠΟΥΛΟΣ: [468, 902, 599, 917]
- brief-body: ΒΑΣΙΓΚΤΩΝ, 16. (Ρώυτερ).— Τὸ νέον ἀεροδρόμιον, τὸ ὁποῖον κατασκευάζεται εἰς τὰ περίχωρα τῆς Οὐασιγκτῶνος, θὰ ὀνομασθῇ «Ντάλλες» πρὸς τιμὴν τοῦ ἀποθανόντος ὑπουργοῦ τῶν Ἐξωτερικῶν Τζὼν Φόστερ Ντάλλες. Ἡ ἀπόφασις ἐλήφθη ὑπὸ τοῦ προέδρου Ἀϊζενχάουερ.: [977, 170, 1149, 263]
- commodity-name: Ρεβύθια: [400, 1185, 433, 1196]
- provincial-body: ΠΤΟΛΕΜΑΪΣ, 17.— Οἱ θεσμοὶ τῆς Ἐπιτροπῆς Ἐξωραϊσμοῦ συνεδρίασαν καὶ ἀπεφάσισαν τὴν διοργάνωσιν λαϊκῆς ἑορτῆς ὑπὲρ τῶν ἀπόρων μαθητῶν. Τὸ πρόγραμμα θὰ περιλαμβάνῃ χορούς, τραγούδια καὶ ἀθλητικοὺς ἀγῶνας.: [17, 1228, 196, 1291]
- commodity-group-title: ΤΥΡΙΑ - ΒΑΜΒΑΞ: [493, 1315, 574, 1325]
- commodity-price: 4.30—4.40: [622, 1157, 667, 1167]
- coin-name: Ἐλισάβετ: [400, 803, 440, 814]
- commodity-price: 13.85—14.00: [612, 1247, 667, 1258]
- subhead-oil: ΕΙΣ ΤΑΣ ΠΕΤΡΕΛΑΙΟΠΗΓΑΣ: [746, 1295, 900, 1309]
- column-2: [392, 8, 676, 2326]
- commodity-name: Βρώμη: [400, 1138, 428, 1149]
- headline-london-1: ΕΙΜΠΟΡΕΙ ΕΝΑΣ ΑΝΘΡΩΠΟΣ ΝΑ ΦΘΑΣΗ: [1190, 697, 1525, 717]
- headline-axios-3: ΤΟΥ ΑΞΙΟΥ: [497, 626, 570, 642]
- coin-name: Ἀγγλίας: [400, 793, 434, 804]
- brief-headline: Η ΚΥΒΕΡΝΗΤΙΚΗ ΚΡΙΣΙΣ ΕΙΣ ΙΣΡΑΗΛ: [984, 1116, 1142, 1141]
- headline-steel-1: ΤΕΡΑΣΤΙΑΙ ΑΙ ΖΗΜΙΑΙ ΕΙΣ ΤΗΝ ΑΜΕΡΙΚΗΝ: [721, 773, 924, 803]
- headline-cadets-2: ΕΤΕΡΜΑΤΙΣΑΝ ΧΘΕΣ ΤΟ ΔΩΔΕΚΑΗΜΕΡΟΝ: [58, 457, 343, 472]
- brief-body: ΒΑΣΙΓΚΤΩΝ, 17. (Ἀσ. Πρέ.).— Ἡ ἐπιτροπὴ ἐξωτερικῶν ὑποθέσεων τῆς Γερουσίας ἀπεφάσισε τὸν περιορισμὸν τῆς στρατιωτικῆς βοηθείας πρὸς τὰς χώρας τῆς Λατινικῆς Ἀμερικῆς εἰς 67 ἑκατομμύρια δολλάρια.: [977, 425, 1149, 487]
- table-row: [399, 1354, 668, 1364]
- market-date: 17 ΙΟΥΛΙΟΥ: [489, 1050, 578, 1067]
- brief-headline: ΤΙ ΣΤΟΙΧΙΖΕΙ ΕΙΣ ΤΑΣ Η.Π.Α. Ο ΤΣΑΓΚ ΚΑΪ ΣΕΚ: [977, 1025, 1149, 1050]
- divider: [399, 895, 668, 896]
- divider: [17, 910, 384, 913]
- provincial-dateline: ΑΠΟ ΤΗΝ ΚΟΜΟΤΗΝΗΝ: [207, 1157, 348, 1170]
- provincial-item: [206, 1076, 385, 1149]
- provincial-dateline: ΑΠΟ ΤΗΝ ΠΤΟΛΕΜΑΪΔΑ: [19, 1212, 160, 1225]
- provincial-dateline: ΑΠΟ ΤΟ ΣΙΔΗΡΟΚΑΣΤΡΟΝ: [19, 1018, 172, 1032]
- brief-body: ΧΑΓΗ, 17. (Ρώυτερ).— Ἡ ὁλλανδικὴ κυβέρνησις θὰ χορηγήσῃ εἰς τὴν Τουρκίαν δάνειον 20 ἑκατομμυρίων φλωρινίων διὰ τὴν ἀγορὰν ὁλλανδικῶν προϊόντων.: [977, 879, 1149, 931]
- brief-headline: ΠΟΙΑΝ ΔΙΑΔΡΟΜΗΝ ΗΚΟΛΟΥΘΗΣΕΝ Ο ΣΤΡΑΤΟΣ ΤΟΥ ΑΝΝΙΒΑ: [983, 276, 1143, 313]
- commodity-price: 18.00—19.00: [612, 1333, 667, 1344]
- divider: [17, 743, 384, 746]
- brief-body: ΑΘΗΝΑΙ, 17.— Ἀφῃρέθησαν αἱ ἄδειαι 27 ὁδηγῶν, οἱ ὁποῖοι ἔκαμνον χρῆσιν τοῦ κλάξον ἐντὸς τῆς πόλεως κατὰ παράβασιν τῶν ἀστυνομικῶν διατάξεων. Ἡ τροχαία ἐπέβαλε καὶ πρόστιμα.: [977, 58, 1149, 120]
- provincial-dateline: ΑΠΟ ΤΗΝ ΚΑΤΕΡΙΝΗΝ: [19, 1298, 149, 1312]
- divider: [1163, 830, 1551, 833]
- article-steel: ΝΕΑ ΥΟΡΚΗ, 17. (Ρώυτερ).— Ἡ ἀπεργία τῶν ἐργατῶν χάλυβος, ἡ ὁποία ἤρχισε πρὸ τριῶν ἑβδομάδων, ἔχει ἤδη προκαλέσει τεραστίας ζημίας εἰς τὴν ἀμερικανικὴν οἰκονομίαν. Περισσότεροι τῶν 500.000 ἐργατῶν εὑρίσκονται ἐν ἀπεργίᾳ, ἐνῷ ἄλλαι ἑκατοντάδες χιλιάδων ἐργατῶν συναφῶν βιομηχανιῶν ἔμειναν ἄνεργοι. Αἱ διαπραγματεύσεις μεταξὺ τῶν συνδικάτων καὶ τῶν βιομηχάνων διεκόπησαν καὶ οὐδεμία προοπτικὴ διακανονισμοῦ διαφαίνεται.: [683, 840, 962, 932]
- commodity-price: 2.30—2.40: [622, 1128, 667, 1139]
- commodity-group-title: ΚΑΠΝΑ - ΕΛΑΙΟΛΑΔΑ: [482, 1200, 585, 1211]
- coin-name: Βελγίου: [400, 831, 434, 842]
- commodity-price: 38.00—40.00: [612, 1343, 667, 1354]
- headline-zachopoulos-2: ΘΑ ΕΠΙΣΚΕΦΘΗ: [480, 919, 587, 935]
- headline-london-2: ΑΠΟ ΤΟ ΛΟΝΔΙΝΟΝ ΕΙΣ ΤΟ ΠΑΡΙΣΙ: [1213, 719, 1501, 738]
- column-3: [676, 8, 970, 2326]
- brief-headline: ΑΦΗΡΕΘΗΣΑΝ ΑΙ ΑΔΕΙΑΙ ΟΔΗΓΩΝ ΑΥΤΟΚΙΝΗΤΩΝ ΔΙΟΤΙ ΑΔΙΚΑΙΟΛΟΓΗΤΩΣ ΧΡΗΣΙΜΟΠΟΙΟΥΝ ΚΛΑΞΟΝ: [986, 10, 1140, 57]
- headline-axios-1: ΤΟ ΝΟΜΟΣΧΕΔΙΟΝ: [469, 589, 598, 605]
- divider: [1163, 982, 1551, 985]
- commodity-price: 18.70—18.80: [612, 1228, 667, 1239]
- coin-price: 201.50—201.50: [602, 812, 667, 822]
- brief-body: ΒΑΛΚΙΡΙΑ, 17.— Ἀσυνήθης ἐπίδοσις ἐσημειώθη χθὲς κατὰ τὸν διάπλουν τοῦ πορθμοῦ ὑπὸ κολυμβητοῦ.: [977, 1211, 1149, 1242]
- headline-afghan-2: ΤΟΥ ΑΦΓΑΝΙΣΤΑΝ: [472, 479, 595, 495]
- headline-persia-2: ΤΩΝ ΗΝ. ΠΟΛΙΤΕΙΩΝ ΠΡΟΣ ΠΕΡΣΙΑΝ: [1203, 576, 1511, 596]
- commodity-price: 8.10—8.30: [622, 1281, 667, 1292]
- headline-london-3: ΕΝΤΟΣ 44 ΛΕΠΤΩΝ, 35 ΔΕΥΤΕΡΟΛΕΠΤΩΝ: [1183, 739, 1532, 759]
- commodity-group-title: ΔΗΜΗΤΡΙΑΚΑ - ΑΛΕΥΡΑ - ΟΣΠΡΙΑ: [452, 1071, 615, 1082]
- headline-navy-2: ΑΞΙΩΜΑΤΙΚΩΝ: [484, 174, 583, 190]
- headline-physics-4: ΕΝΕΡΓΕΙΑΝ: [501, 382, 566, 396]
- brief-body: ΦΟΡΜΟΖΑ, 17. (Ἀσ. Πρέ.).— Ἡ κυβέρνησις τῆς ἐθνικιστικῆς Κίνας ἀνεκοίνωσεν ὅτι ἡ στρατιωτικὴ βοήθεια τῶν Η.Π.Α. ἀνῆλθεν εἰς 300 ἑκατομμύρια δολλάρια.: [977, 1051, 1149, 1103]
- brief-headline: ΟΛΛΑΝΔΙΚΟΝ ΔΑΝΕΙΟΝ ΠΡΟΣ ΤΗΝ ΤΟΥΡΚΙΑΝ: [995, 854, 1131, 879]
- coin-price: 288.25—288.25: [602, 793, 667, 804]
- provincial-news: [17, 1015, 384, 2326]
- headline-kemal-2: ΔΕΝ ΕΠΙΤΡΕΠΕΤΑΙ ΝΑ ΣΧΙΣΗ ΚΑΝΕΙΣ: [1203, 425, 1511, 445]
- commodity-name: Τυρὶ κασέρι: [400, 1324, 450, 1335]
- article-university: Ὁ πρύτανις τοῦ Πανεπιστημίου Θεσσαλονίκης ἀπέστειλεν ἔγγραφον πρὸς τὸ ὑπουργεῖον διὰ τοῦ ὁποίου ζητεῖ τὴν κατεδάφισιν τῶν παραπηγμάτων καὶ οἰκίσκων τῆς Ἁγίας Φωτεινῆς, οἱ ὁποῖοι εὑρίσκονται ἐντὸς τοῦ χώρου τῆς Πανεπιστημιουπόλεως καὶ ἐμποδίζουν τὴν ἀνέγερσιν τῶν νέων κτιρίων.: [399, 80, 668, 142]
- headline-physics-1: ΗΡΧΙΣΕΝ Η ΜΕΤΕΚΠΑΙΔΕΥΣΙΣ: [450, 333, 617, 347]
- subhead-steel: ΑΙ ΟΙΚΟΝΟΜΙΚΑΙ ΖΗΜΙΑΙ: [752, 937, 894, 951]
- commodity-price: 9.40—9.50: [622, 1271, 667, 1282]
- article-oil: Κατὰ τὴν διάρκειαν τῆς παραμονῆς του εἰς Ρουμανίαν, ὁ κ. Βενιζέλος ἐπεσκέφθη τὰς πετρελαιοπηγὰς τοῦ Πλοέστι καὶ διάφορα βιομηχανικὰ κέντρα. Ἐπίσης ἐπεσκέφθη τὴν Ἀκαδημίαν Ἐπιστημῶν καὶ συνηντήθη μὲ Ρουμάνους διανοουμένους.: [683, 1309, 962, 1361]
- divider: [1163, 371, 1551, 373]
- headline-athens-gold: ΕΙΣ ΤΑΣ ΑΘΗΝΑΣ: [485, 853, 582, 867]
- divider: [399, 993, 668, 996]
- commodity-price: 2.17: [649, 1100, 667, 1111]
- article-cadets: Οἱ τελειόφοιτοι τῆς Στρατιωτικῆς Σχολῆς Εὐελπίδων, ὑπὸ τὴν ἡγεσίαν τοῦ διοικητοῦ τῆς Σχολῆς, ἐτερμάτισαν χθὲς τὸ δωδεκαήμερον ἐκπαιδευτικὸν ταξίδιόν των εἰς τὴν Βόρειον Ἑλλάδα. Κατὰ τὴν διάρκειαν τοῦ ταξιδίου ἐπεσκέφθησαν τὰ πεδία τῶν μαχῶν, τὰ ὀχυρὰ τῆς μεθορίου, τὴν Κοζάνην, τὴν Φλώρινα, τὴν Καστοριάν, τὴν Ἔδεσσαν καὶ τὰς Σέρρας. Ἐπίσης ἐπεσκέφθησαν στρατιωτικὰς μονάδας καὶ παρηκολούθησαν ἀσκήσεις. Οἱ τελειόφοιτοι ἐξέφρασαν τὸν ἐνθουσιασμόν των διὰ τὴν ὑποδοχὴν τὴν ὁποίαν ἐπεφύλαξαν εἰς αὐτοὺς αἱ ἀρχαὶ καὶ ὁ λαὸς τῶν περιοχῶν τὰς ὁποίας ἐπεσκέφθησαν.: [17, 491, 384, 584]
- coin-price: 201.00—201.00: [602, 840, 667, 851]
- article-afghan: ΑΓΚΥΡΑ, 17. (Ἀσ. Πρέ.).— Ὁ ἀρχηγὸς τοῦ ἐπιτελείου τοῦ στρατοῦ τοῦ Ἀφγανιστὰν στρατηγὸς Χαγιὲρ Χὰν ἔφθασε σήμερον εἰς Ἄγκυραν, προσκεκλημένος τῆς τουρκικῆς κυβερνήσεως. Ὁ Ἀφγανὸς στρατηγὸς θὰ ἐπισκεφθῇ στρατιωτικὰς μονάδας καὶ ἐγκαταστάσεις καὶ θὰ ἔχῃ συνομιλίας μὲ τὸν Τοῦρκον ἀρχηγὸν τοῦ γενικοῦ ἐπιτελείου.: [399, 514, 668, 576]
- commodity-name: Ἀραβόσιτος: [400, 1119, 449, 1129]
- article-turkey-print: ΚΩΝΣΤΑΝΤΙΝΟΥΠΟΛΙΣ, 17. (Τοῦ ἀνταποκριτοῦ μας).— Ἡ τουρκικὴ κυβέρνησις ἀπηγόρευσε τὴν εἰσαγωγὴν εἰς Τουρκίαν παντὸς ἐντύπου ἐκ τοῦ ἐξωτερικοῦ, τὸ ὁποῖον δὲν ἔχει ἐγκριθῆ ὑπὸ τῶν ἁρμοδίων ἀρχῶν. Ἡ ἀπαγόρευσις ἀφορᾷ βιβλία, ἐφημερίδας καὶ περιοδικὰ εἰς ξένας γλώσσας, περιλαμβανομένων καὶ τῶν ἑλληνικῶν ἐντύπων, τὰ ὁποῖα θὰ ὑποβάλλωνται εἰς προηγούμενον ἔλεγχον. Ἡ ἀπόφασις προεκάλεσε ζωηρὰν ἀνησυχίαν εἰς τοὺς κύκλους τῶν μειονοτήτων.: [683, 1045, 962, 1138]
- table-row: [399, 842, 668, 852]
- commodity-name: Φέτα: [400, 1333, 421, 1344]
- headline-camp: ΤΑ ΣΤΕΛΕΧΗ ΤΗΣ ΚΑΤΑΣΚΗΝΩΣΕΩΣ ΜΕΛΙΣΣΟΧΩΡΙΟΥ: [1176, 10, 1539, 25]
- brief-body: ΓΛΑΣΚΩΒΗ, 17. (Ρώυτερ).— Ἡ βρεταννικὴ κυβέρνησις παρέδωσεν εἰς τὸν τουρκικὸν στρατὸν νέον τύπον ἀντιαρματικοῦ ὅπλου.: [977, 799, 1149, 841]
- subhead-romania: Ποῖα ρουμανικὰ προϊόντα θὰ εἰσαγάγῃ ἡ Ἑλλὰς: [68, 97, 333, 111]
- divider: [17, 223, 384, 226]
- headline-cadets-3: ΕΚΠΑΙΔΕΥΤΙΚΟΝ ΤΑΞΕΙΔΙΟΝ ΕΙΣ ΤΗΝ Β. ΕΛΛΑΔΑ: [36, 475, 365, 491]
- headline-kozani: ΚΑΙ ΕΙΣ ΑΛΛΟ ΕΙΣ ΚΟΖΑΝΗΝ: [710, 539, 809, 565]
- caption-portrait: Ὁ χωροφύλαξ Δ. Γεωργακόπουλος, τὸ τραγικὸν θῦμα τοῦ δυστυχήματος τῆς Κοζάνης.: [845, 702, 962, 755]
- commodity-price-list: [399, 1068, 668, 2326]
- commodity-group-title: ΟΡΥΖΑ - ΖΑΚΧΑΡΙΣ - ΚΑΦΕΣ: [466, 1262, 601, 1272]
- table-row: [399, 1187, 668, 1197]
- article-persia: ΔΑΜΑΣΚΟΣ, 17. (Ἀσ. Πρέ.).— Κατὰ πληροφορίας ἐκ Τεχεράνης, αἱ Ἡνωμέναι Πολιτεῖαι ἀπεφάσισαν νὰ αὐξήσουν τὴν στρατιωτικὴν βοήθειαν πρὸς τὴν Περσίαν. Ἡ βοήθεια θὰ διατεθῇ κυρίως διὰ τὴν ἀναδιοργάνωσιν τῆς περσικῆς ἀεροπορίας, ἡ ὁποία θὰ ἐφοδιασθῇ μὲ νέα ἀεριωθούμενα ἀεροπλάνα. Ἀμερικανοὶ ἐκπαιδευταὶ θὰ ἀναλάβουν τὴν ἐκπαίδευσιν τῶν Περσῶν ἀεροπόρων. Ἡ Ἀμερικανικὴ ἀποστολὴ εἰς Τεχεράνην θὰ ἐνισχυθῇ δι' ἀξιωματικῶν.: [1163, 619, 1551, 680]
- headline-potatoes-1: ΠΩΣ ΔΙΚΑΙΟΛΟΓΕΙΤΑΙ ΤΟ ΥΠΟΥΡΓΕΙΟΝ ΓΕΩΡΓΙΑΣ: [1191, 839, 1524, 855]
- subhead-kerala: ΑΝΕΒΛΗΘΗΣΑΝ ΑΙ ΕΚΛΟΓΑΙ: [1275, 1044, 1440, 1058]
- article-accident: Τὴν 2αν καὶ 30' μ.μ. χθὲς τὸ ὑπ' ἀριθ. 57.323 φορτηγὸν αὐτοκίνητον ἀνήκον εἰς τὸν Δ. Γεωργακόπουλον, κατερχόμενον μὲ μεγάλην ταχύτητα τὴν ὁδὸν Παύλου Μελᾶ τῆς Κοζάνης, ἐξώκειλεν τῆς πορείας του καὶ ἐπέπεσεν ἐπὶ δύο καταστημάτων. Ἐκ τῆς προσκρούσεως ἐφονεύθη ὁ ὁδηγὸς καὶ ἐτραυματίσθησαν ἐλαφρῶς δύο διαβάται. Αἱ ζημίαι τῶν καταστημάτων εἶναι σημαντικαί.: [683, 463, 962, 535]
- brief-headline: ΟΙ ΑΓΓΛΟΙ ΕΔΩΣΑΝ ΕΝ ΑΝΤΙΑΡΜΑΤΙΚΟΝ ΕΙΣ ΤΟΥΣ ΤΟΥΡΚΟΥΣ: [986, 763, 1140, 799]
- article-physics: ΑΘΗΝΑΙ, 17.— Ἤρχισεν ἡ μετεκπαίδευσις τῶν καθηγητῶν τῆς Φυσικῆς τῆς Μέσης Ἐκπαιδεύσεως εἰς τὰ θέματα τῆς ἀτομικῆς ἐνεργείας. Τὰ μαθήματα διδάσκονται ὑπὸ καθηγητῶν τοῦ Πανεπιστημίου καὶ τοῦ Πολυτεχνείου καὶ θὰ διαρκέσουν ἕνα μῆνα.: [399, 396, 668, 448]
- headline-university-3: ΤΩΝ ΟΙΚΙΣΚΩΝ: [482, 46, 585, 62]
- photo-gendarme-portrait: [845, 542, 962, 699]
- brief-body: ΒΡΥΞΕΛΛΑΙ, 17. (Ἀσ. Πρέ.).— Ὁ αὐτοκράτωρ τῆς Αἰθιοπίας Χαϊλὲ Σελασιὲ ἔφθασεν ἀεροπορικῶς εἰς Βρυξέλλας.: [977, 970, 1149, 1012]
- commodity-price: 2.25: [649, 1110, 667, 1120]
- article-athens-gold: ΑΘΗΝΑΙ, 17.— Ἡ χρυσῆ λίρα ἐκλείσθη σήμερον εἰς τὸ χρηματιστήριον πρὸς 289 δραχμάς.: [399, 868, 668, 888]
- divider: [1163, 688, 1551, 691]
- headline-turkey-print-1: ΟΙ ΤΟΥΡΚΟΙ ΑΠΑΓΟΡΕΥΟΥΝ ΕΙΣΑΓΩΓΗΝ: [687, 1010, 958, 1025]
- divider: [977, 1018, 1149, 1019]
- commodity-price: 2.40—2.42: [622, 1147, 667, 1158]
